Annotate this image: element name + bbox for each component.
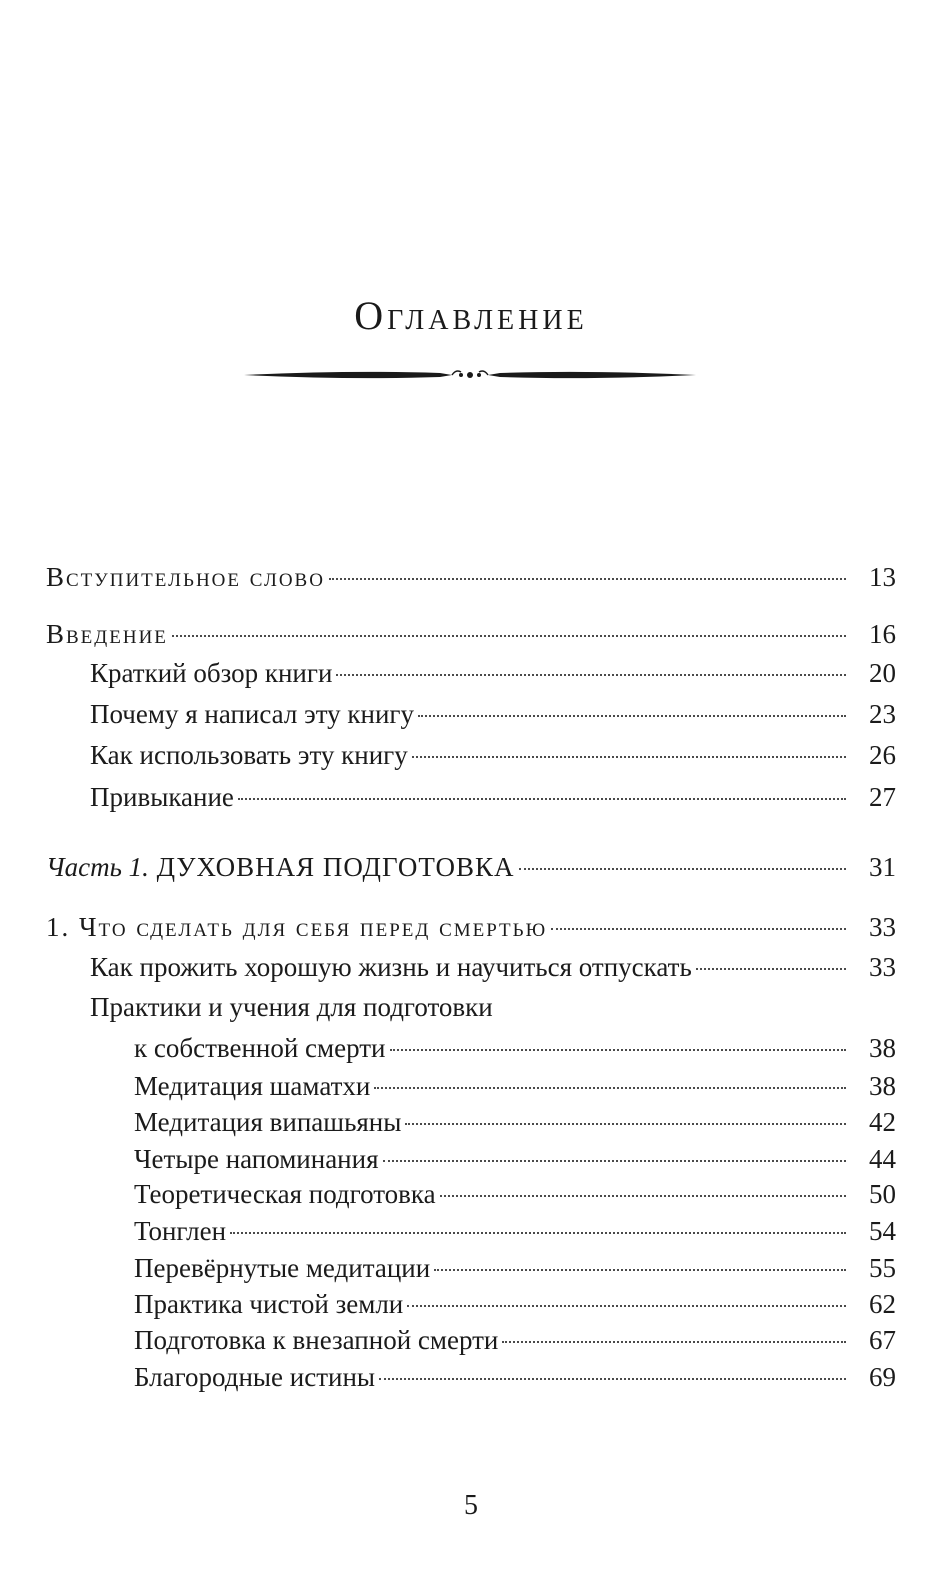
ornament-divider xyxy=(240,360,700,390)
toc-entry xyxy=(134,1323,896,1357)
toc-entry xyxy=(46,910,896,944)
toc-entry-page: 33 xyxy=(869,952,896,982)
toc-entry xyxy=(134,1031,896,1065)
toc-entry-page: 33 xyxy=(869,912,896,942)
dot-leader xyxy=(329,578,846,580)
dot-leader xyxy=(440,1195,846,1197)
toc-entry xyxy=(90,780,896,814)
toc-entry xyxy=(46,560,896,594)
dot-leader xyxy=(336,674,846,676)
toc-entry-title: к собственной смерти xyxy=(134,1033,386,1063)
toc-entry xyxy=(134,1214,896,1248)
dot-leader xyxy=(405,1123,846,1125)
toc-entry xyxy=(134,1142,896,1176)
toc-entry-page: 69 xyxy=(869,1362,896,1392)
toc-entry-page: 42 xyxy=(869,1107,896,1137)
toc-entry-title: Краткий обзор книги xyxy=(90,658,333,688)
dot-leader xyxy=(551,928,846,930)
toc-entry xyxy=(90,656,896,690)
toc-entry-page: 38 xyxy=(869,1071,896,1101)
toc-entry-page: 38 xyxy=(869,1033,896,1063)
toc-entry-title: Как использовать эту книгу xyxy=(90,740,408,770)
toc-entry-page: 54 xyxy=(869,1216,896,1246)
toc-entry-page: 44 xyxy=(869,1144,896,1174)
toc-entry-page: 16 xyxy=(869,619,896,649)
toc-entry-page: 13 xyxy=(869,562,896,592)
part-title: ДУХОВНАЯ ПОДГОТОВКА xyxy=(148,852,515,882)
dot-leader xyxy=(379,1378,846,1380)
toc-entry-page: 67 xyxy=(869,1325,896,1355)
toc-entry-title: Подготовка к внезапной смерти xyxy=(134,1325,499,1355)
page-title: Оглавление xyxy=(354,293,588,338)
toc-entry-title: 1. Что сделать для себя перед смертью xyxy=(46,912,548,942)
toc-entry-title: Практики и учения для подготовки xyxy=(90,992,493,1022)
toc-entry xyxy=(134,1069,896,1103)
toc-entry-title: Медитация шаматхи xyxy=(134,1071,371,1101)
toc-entry-title: Медитация випашьяны xyxy=(134,1107,402,1137)
part-prefix: Часть 1. xyxy=(46,852,149,882)
toc-entry-title: Введение xyxy=(46,619,168,649)
toc-entry-page: 27 xyxy=(869,782,896,812)
toc-entry-title: Тонглен xyxy=(134,1216,227,1246)
toc-entry-title: Теоретическая подготовка xyxy=(134,1179,436,1209)
dot-leader xyxy=(434,1269,846,1271)
toc-entry xyxy=(134,1360,896,1394)
dot-leader xyxy=(238,798,846,800)
toc-entry xyxy=(90,697,896,731)
dot-leader xyxy=(230,1232,846,1234)
dot-leader xyxy=(383,1160,846,1162)
toc-entry-page: 55 xyxy=(869,1253,896,1283)
toc-entry xyxy=(46,850,896,884)
toc-entry-page: 31 xyxy=(869,852,896,882)
dot-leader xyxy=(502,1341,846,1343)
dot-leader xyxy=(407,1305,846,1307)
toc-entry-title xyxy=(46,850,515,884)
page-number: 5 xyxy=(464,1490,478,1521)
toc-entry-title: Привыкание xyxy=(90,782,234,812)
toc-entry-page: 62 xyxy=(869,1289,896,1319)
dot-leader xyxy=(519,868,846,870)
toc-entry-page: 20 xyxy=(869,658,896,688)
toc-entry xyxy=(134,1177,896,1211)
toc-entry xyxy=(134,1251,896,1285)
dot-leader xyxy=(412,756,846,758)
toc-entry xyxy=(46,617,896,651)
toc-entry-title: Как прожить хорошую жизнь и научиться отпускать xyxy=(90,952,692,982)
toc-entry xyxy=(90,950,896,984)
dot-leader xyxy=(696,968,846,970)
toc-entry xyxy=(90,990,896,1024)
dot-leader xyxy=(418,715,846,717)
toc-entry-title: Четыре напоминания xyxy=(134,1144,379,1174)
toc-entry-page: 26 xyxy=(869,740,896,770)
toc-entry-title: Практика чистой земли xyxy=(134,1289,404,1319)
toc-entry-title: Почему я написал эту книгу xyxy=(90,699,414,729)
dot-leader xyxy=(374,1087,846,1089)
toc-entry xyxy=(90,738,896,772)
dot-leader xyxy=(390,1049,847,1051)
toc-entry-page: 50 xyxy=(869,1179,896,1209)
toc-entry-title: Перевёрнутые медитации xyxy=(134,1253,431,1283)
toc-entry-title: Вступительное слово xyxy=(46,562,325,592)
toc-entry xyxy=(134,1287,896,1321)
toc-entry-title: Благородные истины xyxy=(134,1362,376,1392)
toc-entry xyxy=(134,1105,896,1139)
dot-leader xyxy=(172,635,846,637)
toc-entry-page: 23 xyxy=(869,699,896,729)
